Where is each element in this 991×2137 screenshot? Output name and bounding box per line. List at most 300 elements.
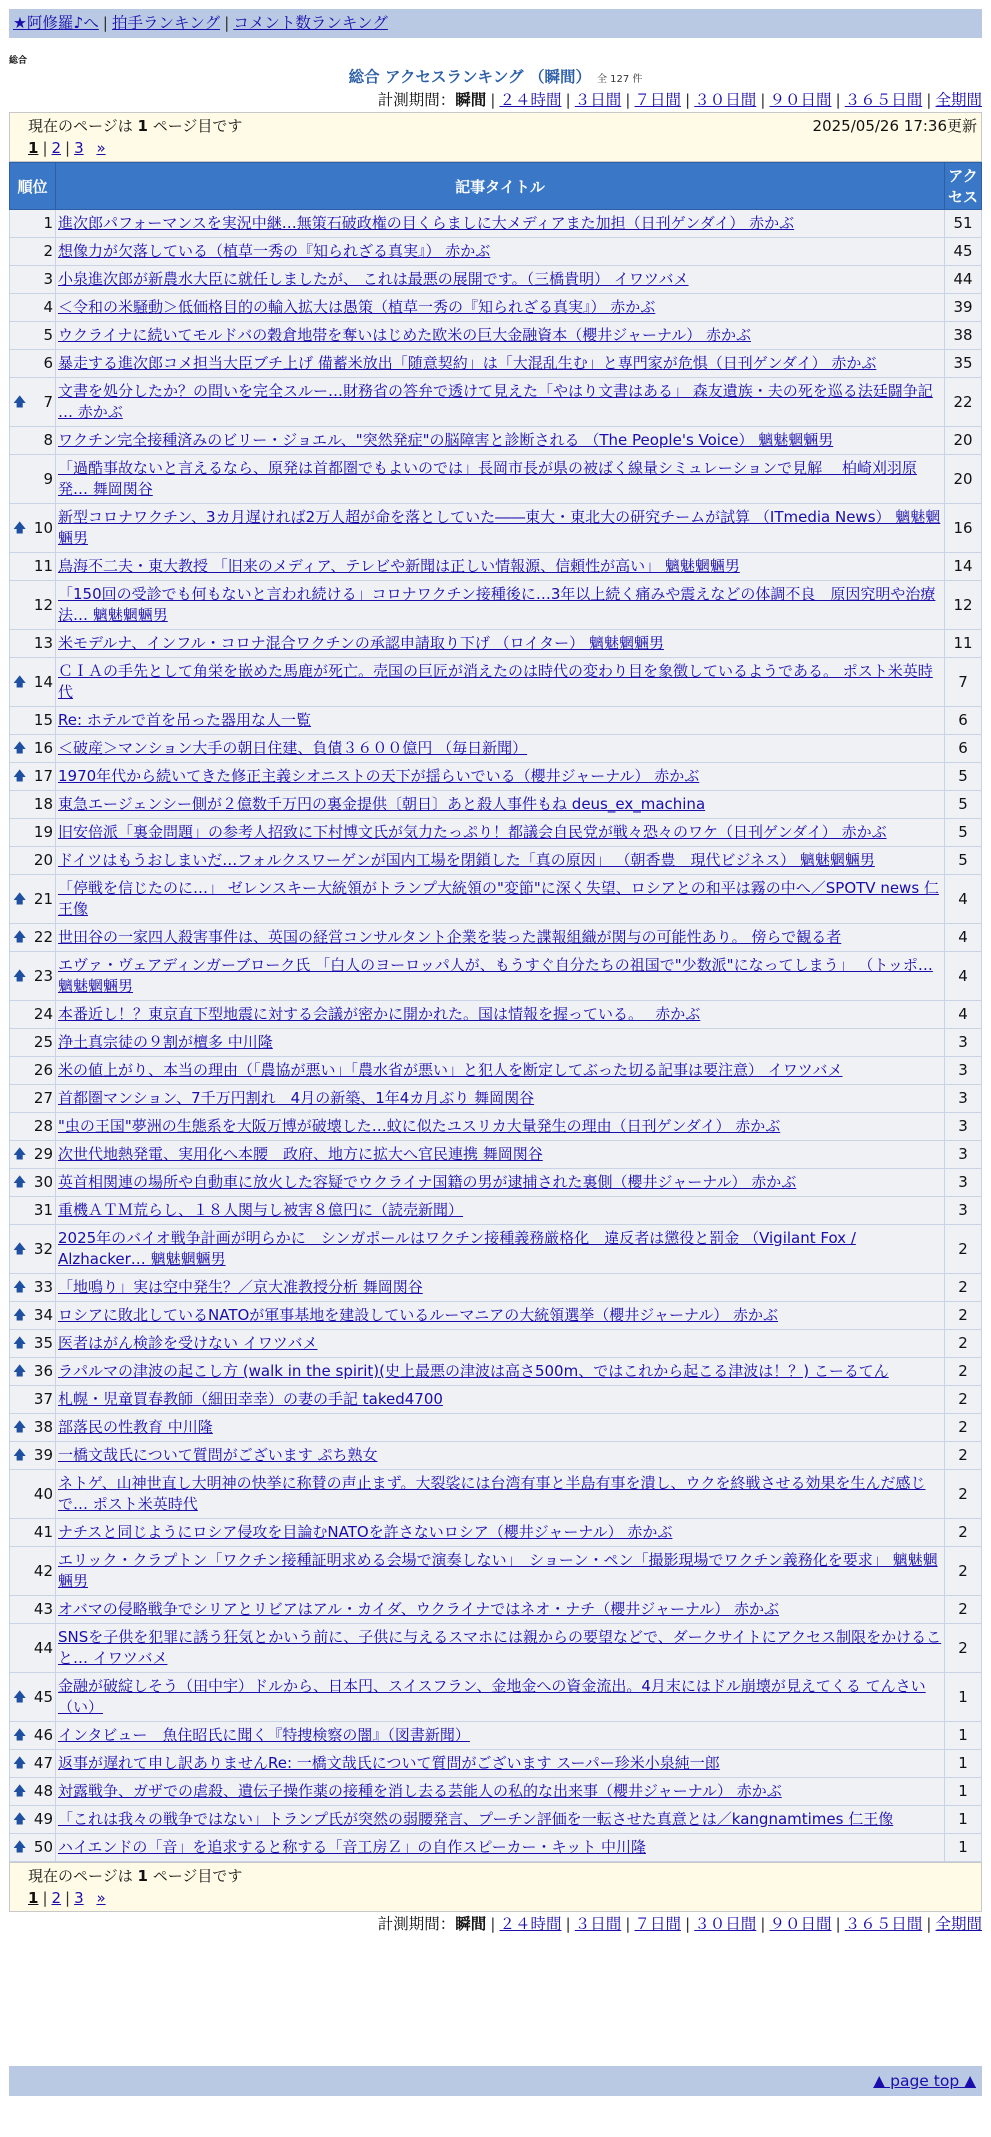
rank-number: 12	[33, 595, 53, 614]
rank-number: 31	[33, 1201, 53, 1219]
rank-number: 38	[33, 1418, 53, 1436]
table-row	[10, 1547, 982, 1596]
rank-number: 40	[33, 1484, 53, 1503]
arrow-up-icon: 🡅	[13, 1812, 27, 1827]
pager-next[interactable]: »	[96, 1889, 106, 1907]
article-link[interactable]: 暴走する進次郎コメ担当大臣ブチ上げ 備蓄米放出「随意契約」は「大混乱生む」と専門家が危惧（日刊ゲンダイ） 赤かぶ	[58, 354, 877, 372]
table-row	[10, 1330, 982, 1358]
access-count: 5	[945, 847, 982, 875]
access-count: 2	[945, 1358, 982, 1386]
table-row	[10, 455, 982, 504]
table-row	[10, 378, 982, 427]
rank-cell	[10, 1442, 56, 1470]
article-link[interactable]: ＜令和の米騒動＞低価格目的の輸入拡大は愚策（植草一秀の『知られざる真実』） 赤かぶ	[58, 298, 656, 316]
access-count: 3	[945, 1057, 982, 1085]
pager-link[interactable]: 3	[74, 1889, 84, 1907]
access-count: 3	[945, 1141, 982, 1169]
article-link[interactable]: ドイツはもうおしまいだ…フォルクスワーゲンが国内工場を閉鎖した「真の原因」 （朝香豊 現代ビジネス） 魑魅魍魎男	[58, 851, 875, 869]
rank-number: 21	[33, 889, 53, 908]
rank-cell	[10, 1057, 56, 1085]
separator: |	[926, 91, 932, 109]
updated-time: 2025/05/26 17:36更新	[812, 117, 977, 135]
article-link[interactable]: エリック・クラプトン「ワクチン接種証明求める会場で演奏しない」 ショーン・ペン「撮影現場でワクチン義務化を要求」 魑魅魍魎男	[58, 1551, 938, 1590]
access-count: 2	[945, 1470, 982, 1519]
access-count: 2	[945, 1519, 982, 1547]
period-link[interactable]: ９０日間	[769, 91, 832, 109]
rank-cell	[10, 1274, 56, 1302]
title-cell	[56, 504, 945, 553]
access-count: 2	[945, 1596, 982, 1624]
rank-number: 10	[33, 518, 53, 537]
rank-number: 2	[43, 242, 53, 260]
access-count: 38	[945, 322, 982, 350]
title-cell	[56, 266, 945, 294]
title-cell	[56, 1386, 945, 1414]
rank-number: 39	[33, 1446, 53, 1464]
title-cell	[56, 1001, 945, 1029]
table-row	[10, 1470, 982, 1519]
article-link[interactable]: 「150回の受診でも何もないと言われ続ける」コロナワクチン接種後に…3年以上続く痛みや震えなどの体調不良 原因究明や治療法… 魑魅魍魎男	[58, 585, 936, 624]
rank-cell	[10, 735, 56, 763]
article-link[interactable]: 一橋文哉氏について質問がございます ぷち熟女	[58, 1446, 378, 1464]
table-row	[10, 350, 982, 378]
title-cell	[56, 350, 945, 378]
table-row	[10, 427, 982, 455]
title-cell	[56, 1057, 945, 1085]
top-nav	[9, 9, 982, 38]
article-link[interactable]: 金融が破綻しそう（田中宇）ドルから、日本円、スイスフラン、金地金への資金流出。4月末にはドル崩壊が見えてくる てんさい（い）	[58, 1677, 926, 1716]
table-row	[10, 1197, 982, 1225]
period-link[interactable]: ３日間	[574, 1915, 622, 1933]
rank-cell	[10, 1302, 56, 1330]
table-row	[10, 1834, 982, 1862]
separator: |	[65, 1889, 71, 1907]
article-link[interactable]: 札幌・児童買春教師（細田幸幸）の妻の手記 taked4700	[58, 1390, 443, 1408]
article-link[interactable]: 対露戦争、ガザでの虐殺、遺伝子操作薬の接種を消し去る芸能人の私的な出来事（櫻井ジャーナル） 赤かぶ	[58, 1782, 782, 1800]
title-cell	[56, 1806, 945, 1834]
rank-number: 29	[33, 1145, 53, 1163]
article-link[interactable]: 鳥海不二夫・東大教授 「旧来のメディア、テレビや新聞は正しい情報源、信頼性が高い」 魑魅魍魎男	[58, 557, 740, 575]
article-link[interactable]: 世田谷の一家四人殺害事件は、英国の経営コンサルタント企業を装った諜報組織が関与の可能性あり。 傍らで観る者	[58, 928, 842, 946]
paging-box-bottom	[9, 1862, 982, 1912]
arrow-up-icon: 🡅	[13, 930, 27, 945]
table-row	[10, 210, 982, 238]
rank-cell	[10, 504, 56, 553]
article-link[interactable]: 旧安倍派「裏金問題」の参考人招致に下村博文氏が気力たっぷり！都議会自民党が戦々恐々のワケ（日刊ゲンダイ） 赤かぶ	[58, 823, 887, 841]
applause-ranking-link[interactable]: 拍手ランキング	[112, 14, 221, 32]
title-cell	[56, 1596, 945, 1624]
access-count: 2	[945, 1547, 982, 1596]
article-link[interactable]: ウクライナに続いてモルドバの穀倉地帯を奪いはじめた欧米の巨大金融資本（櫻井ジャーナル） 赤かぶ	[58, 326, 751, 344]
period-link[interactable]: ９０日間	[769, 1915, 832, 1933]
access-count: 5	[945, 791, 982, 819]
title-cell	[56, 1470, 945, 1519]
article-link[interactable]: ラパルマの津波の起こし方 (walk in the spirit)(史上最悪の津波は高さ500m、ではこれから起こる津波は！？) こーるてん	[58, 1362, 889, 1380]
title-cell	[56, 1624, 945, 1673]
rank-number: 9	[43, 469, 53, 488]
rank-cell	[10, 1673, 56, 1722]
table-row	[10, 1519, 982, 1547]
rank-cell	[10, 847, 56, 875]
article-link[interactable]: 1970年代から続いてきた修正主義シオニストの天下が揺らいでいる（櫻井ジャーナル） 赤かぶ	[58, 767, 700, 785]
rank-number: 37	[33, 1390, 53, 1408]
rank-number: 16	[33, 739, 53, 757]
rank-number: 35	[33, 1334, 53, 1352]
rank-header: 順位	[10, 163, 56, 210]
separator: |	[835, 91, 841, 109]
rank-cell	[10, 238, 56, 266]
rank-cell	[10, 1225, 56, 1274]
access-count: 39	[945, 294, 982, 322]
rank-number: 13	[33, 634, 53, 652]
access-count: 2	[945, 1624, 982, 1673]
page-top-link[interactable]: ▲ page top ▲	[873, 2072, 976, 2090]
rank-number: 23	[33, 966, 53, 985]
separator: |	[490, 1915, 496, 1933]
title-cell	[56, 581, 945, 630]
rank-number: 50	[33, 1838, 53, 1856]
rank-cell	[10, 658, 56, 707]
article-link[interactable]: 医者はがん検診を受けない イワツバメ	[58, 1334, 318, 1352]
access-count: 1	[945, 1806, 982, 1834]
access-count: 1	[945, 1778, 982, 1806]
table-row	[10, 1225, 982, 1274]
period-label: 計測期間：	[377, 1915, 456, 1933]
rank-number: 11	[33, 557, 53, 575]
title-cell	[56, 630, 945, 658]
access-count: 1	[945, 1834, 982, 1862]
arrow-up-icon: 🡅	[13, 1175, 27, 1190]
article-link[interactable]: 想像力が欠落している（植草一秀の『知られざる真実』） 赤かぶ	[58, 242, 491, 260]
separator: |	[760, 91, 766, 109]
rank-cell	[10, 455, 56, 504]
article-link[interactable]: ハイエンドの「音」を追求すると称する「音工房Ｚ」の自作スピーカー・キット 中川隆	[58, 1838, 646, 1856]
article-link[interactable]: オバマの侵略戦争でシリアとリビアはアル・カイダ、ウクライナではネオ・ナチ（櫻井ジャーナル） 赤かぶ	[58, 1600, 780, 1618]
access-count: 5	[945, 819, 982, 847]
arrow-up-icon: 🡅	[13, 1241, 27, 1257]
rank-number: 36	[33, 1362, 53, 1380]
rank-cell	[10, 1547, 56, 1596]
article-link[interactable]: 新型コロナワクチン、3カ月遅ければ2万人超が命を落としていた――東大・東北大の研究チームが試算 （ITmedia News） 魑魅魍魎男	[58, 508, 941, 547]
arrow-up-icon: 🡅	[13, 968, 27, 984]
article-link[interactable]: 浄土真宗徒の９割が檀多 中川隆	[58, 1033, 273, 1051]
period-link[interactable]: 全期間	[935, 1915, 982, 1933]
access-count: 22	[945, 378, 982, 427]
arrow-up-icon: 🡅	[13, 1756, 27, 1771]
period-label: 計測期間：	[377, 91, 456, 109]
rank-number: 19	[33, 823, 53, 841]
period-link[interactable]: ３６５日間	[844, 91, 923, 109]
rank-cell	[10, 1169, 56, 1197]
article-link[interactable]: SNSを子供を犯罪に誘う狂気とかいう前に、子供に与えるスマホには親からの要望などで、ダークサイトにアクセス制限をかけること… イワツバメ	[58, 1628, 942, 1667]
title-cell	[56, 924, 945, 952]
title-cell	[56, 847, 945, 875]
pager-link[interactable]: 2	[51, 139, 62, 157]
pager-next[interactable]: »	[96, 139, 106, 157]
table-row	[10, 581, 982, 630]
count-header: アクセス	[945, 163, 982, 210]
access-count: 2	[945, 1225, 982, 1274]
rank-cell	[10, 952, 56, 1001]
period-selector	[9, 1912, 982, 1936]
period-link[interactable]: ３日間	[574, 91, 622, 109]
separator: |	[565, 91, 571, 109]
article-link[interactable]: 英首相関連の場所や自動車に放火した容疑でウクライナ国籍の男が逮捕された裏側（櫻井ジャーナル） 赤かぶ	[58, 1173, 797, 1191]
title-cell	[56, 427, 945, 455]
rank-number: 27	[33, 1089, 53, 1107]
title-cell	[56, 875, 945, 924]
access-count: 4	[945, 875, 982, 924]
title-cell	[56, 294, 945, 322]
pager-link[interactable]: 2	[51, 1889, 62, 1907]
table-row	[10, 875, 982, 924]
access-count: 51	[945, 210, 982, 238]
title-header: 記事タイトル	[56, 163, 945, 210]
rank-number: 6	[43, 354, 53, 372]
table-row	[10, 735, 982, 763]
article-link[interactable]: ロシアに敗北しているNATOが軍事基地を建設しているルーマニアの大統領選挙（櫻井ジャーナル） 赤かぶ	[58, 1306, 779, 1324]
rank-cell	[10, 1001, 56, 1029]
table-row	[10, 266, 982, 294]
rank-cell	[10, 707, 56, 735]
rank-number: 5	[43, 326, 53, 344]
article-link[interactable]: 進次郎パフォーマンスを実況中継…無策石破政権の目くらましに大メディアまた加担（日刊ゲンダイ） 赤かぶ	[58, 214, 795, 232]
title-cell	[56, 1414, 945, 1442]
title-cell	[56, 1778, 945, 1806]
title-cell	[56, 658, 945, 707]
title-cell	[56, 952, 945, 1001]
rank-cell	[10, 1834, 56, 1862]
title-cell	[56, 1750, 945, 1778]
access-count: 6	[945, 707, 982, 735]
rank-number: 45	[33, 1687, 53, 1706]
rank-cell	[10, 1806, 56, 1834]
article-link[interactable]: 「過酷事故ないと言えるなら、原発は首都圏でもよいのでは」長岡市長が県の被ばく線量シミュレーションで見解 柏崎刈羽原発… 舞岡関谷	[58, 459, 917, 498]
rank-cell	[10, 1358, 56, 1386]
rank-cell	[10, 630, 56, 658]
period-selector	[9, 88, 982, 112]
article-link[interactable]: 「停戦を信じたのに…」 ゼレンスキー大統領がトランプ大統領の"変節"に深く失望、ロシアとの和平は霧の中へ／SPOTV news 仁王像	[58, 879, 939, 918]
separator: |	[65, 139, 71, 157]
title-cell	[56, 210, 945, 238]
title-cell	[56, 1169, 945, 1197]
article-link[interactable]: 東急エージェンシー側が２億数千万円の裏金提供〔朝日〕あと殺人事件もね deus_ex_machina	[58, 795, 706, 813]
table-row	[10, 553, 982, 581]
access-count: 45	[945, 238, 982, 266]
period-link[interactable]: 全期間	[935, 91, 982, 109]
rank-number: 15	[33, 711, 53, 729]
article-link[interactable]: エヴァ・ヴェアディンガーブローク氏 「白人のヨーロッパ人が、もうすぐ自分たちの祖国で"少数派"になってしまう」 （トッポ… 魑魅魍魎男	[58, 956, 933, 995]
rank-cell	[10, 210, 56, 238]
rank-number: 28	[33, 1117, 53, 1135]
access-count: 3	[945, 1197, 982, 1225]
article-link[interactable]: 米の値上がり、本当の理由（「農協が悪い」「農水省が悪い」と犯人を断定してぶった切る記事は要注意） イワツバメ	[58, 1061, 843, 1079]
table-row	[10, 658, 982, 707]
title-cell	[56, 819, 945, 847]
arrow-up-icon: 🡅	[13, 1364, 27, 1379]
table-row	[10, 1274, 982, 1302]
rank-number: 8	[43, 431, 53, 449]
rank-cell	[10, 1519, 56, 1547]
title-cell	[56, 553, 945, 581]
arrow-up-icon: 🡅	[13, 1784, 27, 1799]
article-link[interactable]: ナチスと同じようにロシア侵攻を目論むNATOを許さないロシア（櫻井ジャーナル） 赤かぶ	[58, 1523, 673, 1541]
rank-number: 46	[33, 1726, 53, 1744]
rank-number: 14	[33, 672, 53, 691]
table-row	[10, 952, 982, 1001]
title-cell	[56, 1722, 945, 1750]
rank-cell	[10, 924, 56, 952]
article-link[interactable]: 小泉進次郎が新農水大臣に就任しましたが、 これは最悪の展開です。（三橋貴明） イワツバメ	[58, 270, 689, 288]
access-count: 20	[945, 455, 982, 504]
title-cell	[56, 1834, 945, 1862]
rank-number: 20	[33, 851, 53, 869]
arrow-up-icon: 🡅	[13, 741, 27, 756]
table-row	[10, 1673, 982, 1722]
article-link[interactable]: 重機ＡＴＭ荒らし、１８人関与し被害８億円に（読売新聞）	[58, 1201, 464, 1219]
rank-cell	[10, 1778, 56, 1806]
article-link[interactable]: 「これは我々の戦争ではない」トランプ氏が突然の弱腰発言、プーチン評価を一転させた真意とは／kangnamtimes 仁王像	[58, 1810, 894, 1828]
rank-number: 47	[33, 1754, 53, 1772]
period-link[interactable]: ３０日間	[694, 1915, 757, 1933]
rank-cell	[10, 294, 56, 322]
article-link[interactable]: 返事が遅れて申し訳ありませんRe: 一橋文哉氏について質問がございます スーパー珍米小泉純一郎	[58, 1754, 720, 1772]
rank-cell	[10, 791, 56, 819]
table-row	[10, 924, 982, 952]
arrow-up-icon: 🡅	[13, 1728, 27, 1743]
article-link[interactable]: ネトゲ、山神世直し大明神の快挙に称賛の声止まず。大裂裟には台湾有事と半島有事を潰し、ウクを終戦させる効果を生んだ感じで… ポスト米英時代	[58, 1474, 926, 1513]
access-count: 7	[945, 658, 982, 707]
arrow-up-icon: 🡅	[13, 1448, 27, 1463]
period-current: 瞬間	[455, 1915, 487, 1933]
title-cell	[56, 1085, 945, 1113]
rank-number: 3	[43, 270, 53, 288]
access-count: 3	[945, 1085, 982, 1113]
article-link[interactable]: ワクチン完全接種済みのビリー・ジョエル、"突然発症"の脳障害と診断される （The People's Voice） 魑魅魍魎男	[58, 431, 834, 449]
title-cell	[56, 1358, 945, 1386]
bottom-bar	[9, 2066, 982, 2096]
table-row	[10, 504, 982, 553]
title-cell	[56, 1442, 945, 1470]
title-cell	[56, 1141, 945, 1169]
separator: |	[224, 14, 230, 32]
table-row	[10, 1001, 982, 1029]
period-current: 瞬間	[455, 91, 487, 109]
access-count: 2	[945, 1330, 982, 1358]
arrow-up-icon: 🡅	[13, 891, 27, 907]
access-count: 2	[945, 1442, 982, 1470]
article-link[interactable]: 米モデルナ、インフル・コロナ混合ワクチンの承認申請取り下げ （ロイター） 魑魅魍魎男	[58, 634, 664, 652]
period-link[interactable]: ７日間	[634, 91, 681, 109]
rank-cell	[10, 581, 56, 630]
access-count: 2	[945, 1414, 982, 1442]
pager	[28, 1887, 977, 1909]
period-link[interactable]: ２４時間	[499, 91, 562, 109]
period-link[interactable]: ７日間	[634, 1915, 681, 1933]
article-link[interactable]: 本番近し！？東京直下型地震に対する会議が密かに開かれた。国は情報を握っている。 赤かぶ	[58, 1005, 701, 1023]
article-link[interactable]: ＜破産＞マンション大手の朝日住建、負債３６００億円 （毎日新聞）	[58, 739, 528, 757]
rank-cell	[10, 1470, 56, 1519]
title-cell	[56, 1302, 945, 1330]
home-link[interactable]: ★阿修羅♪へ	[13, 14, 99, 32]
current-page-text: 現在のページは 1 ページ目です	[28, 117, 243, 135]
rank-number: 30	[33, 1173, 53, 1191]
period-link[interactable]: ２４時間	[499, 1915, 562, 1933]
category-label: 総合	[9, 56, 28, 66]
access-count: 3	[945, 1113, 982, 1141]
article-link[interactable]: 「地鳴り」実は空中発生？／京大准教授分析 舞岡関谷	[58, 1278, 423, 1296]
rank-number: 25	[33, 1033, 53, 1051]
title-cell	[56, 1225, 945, 1274]
table-row	[10, 819, 982, 847]
access-count: 1	[945, 1722, 982, 1750]
period-link[interactable]: ３６５日間	[844, 1915, 923, 1933]
article-link[interactable]: ＣＩＡの手先として角栄を嵌めた馬鹿が死亡。売国の巨匠が消えたのは時代の変わり目を象徴しているようである。 ポスト米英時代	[58, 662, 933, 701]
rank-number: 18	[33, 795, 53, 813]
table-row	[10, 791, 982, 819]
table-row	[10, 763, 982, 791]
rank-cell	[10, 1330, 56, 1358]
ranking-table	[9, 162, 982, 1862]
access-count: 4	[945, 924, 982, 952]
table-row	[10, 1169, 982, 1197]
title-cell	[56, 378, 945, 427]
pager-link[interactable]: 3	[74, 139, 84, 157]
separator: |	[625, 91, 631, 109]
arrow-up-icon: 🡅	[13, 769, 27, 784]
article-link[interactable]: "虫の王国"夢洲の生態系を大阪万博が破壊した…蚊に似たユスリカ大量発生の理由（日刊ゲンダイ） 赤かぶ	[58, 1117, 781, 1135]
separator: |	[42, 139, 48, 157]
rank-number: 1	[43, 214, 53, 232]
table-row	[10, 1358, 982, 1386]
rank-cell	[10, 1141, 56, 1169]
separator: |	[760, 1915, 766, 1933]
rank-number: 43	[33, 1600, 53, 1618]
article-link[interactable]: 次世代地熱発電、実用化へ本腰 政府、地方に拡大へ官民連携 舞岡関谷	[58, 1145, 543, 1163]
table-row	[10, 1113, 982, 1141]
table-row	[10, 294, 982, 322]
article-link[interactable]: 2025年のバイオ戦争計画が明らかに シンガポールはワクチン接種義務厳格化 違反者は懲役と罰金 （Vigilant Fox / Alzhacker… 魑魅魍魎男	[58, 1229, 856, 1268]
table-row	[10, 847, 982, 875]
table-row	[10, 1057, 982, 1085]
period-link[interactable]: ３０日間	[694, 91, 757, 109]
rank-cell	[10, 1029, 56, 1057]
article-link[interactable]: 部落民の性教育 中川隆	[58, 1418, 213, 1436]
access-count: 1	[945, 1750, 982, 1778]
title-cell	[56, 1330, 945, 1358]
table-row	[10, 1029, 982, 1057]
rank-cell	[10, 1113, 56, 1141]
article-link[interactable]: 文書を処分したか？の問いを完全スルー…財務省の答弁で透けて見えた「やはり文書はある」 森友遺族・夫の死を巡る法廷闘争記 … 赤かぶ	[58, 382, 933, 421]
arrow-up-icon: 🡅	[13, 1308, 27, 1323]
access-count: 44	[945, 266, 982, 294]
title-cell	[56, 707, 945, 735]
pager-current: 1	[28, 139, 39, 157]
title-cell	[56, 1673, 945, 1722]
rank-cell	[10, 427, 56, 455]
article-link[interactable]: 首都圏マンション、7千万円割れ 4月の新築、1年4カ月ぶり 舞岡関谷	[58, 1089, 535, 1107]
rank-number: 41	[33, 1523, 53, 1541]
article-link[interactable]: インタビュー 魚住昭氏に聞く『特捜検察の闇』（図書新聞）	[58, 1726, 470, 1744]
rank-number: 48	[33, 1782, 53, 1800]
article-link[interactable]: Re: ホテルで首を吊った器用な人一覧	[58, 711, 312, 729]
comment-ranking-link[interactable]: コメント数ランキング	[233, 14, 388, 32]
arrow-up-icon: 🡅	[13, 1420, 27, 1435]
arrow-up-icon: 🡅	[13, 1147, 27, 1162]
pager	[28, 137, 977, 159]
rank-cell	[10, 763, 56, 791]
arrow-up-icon: 🡅	[13, 1840, 27, 1855]
